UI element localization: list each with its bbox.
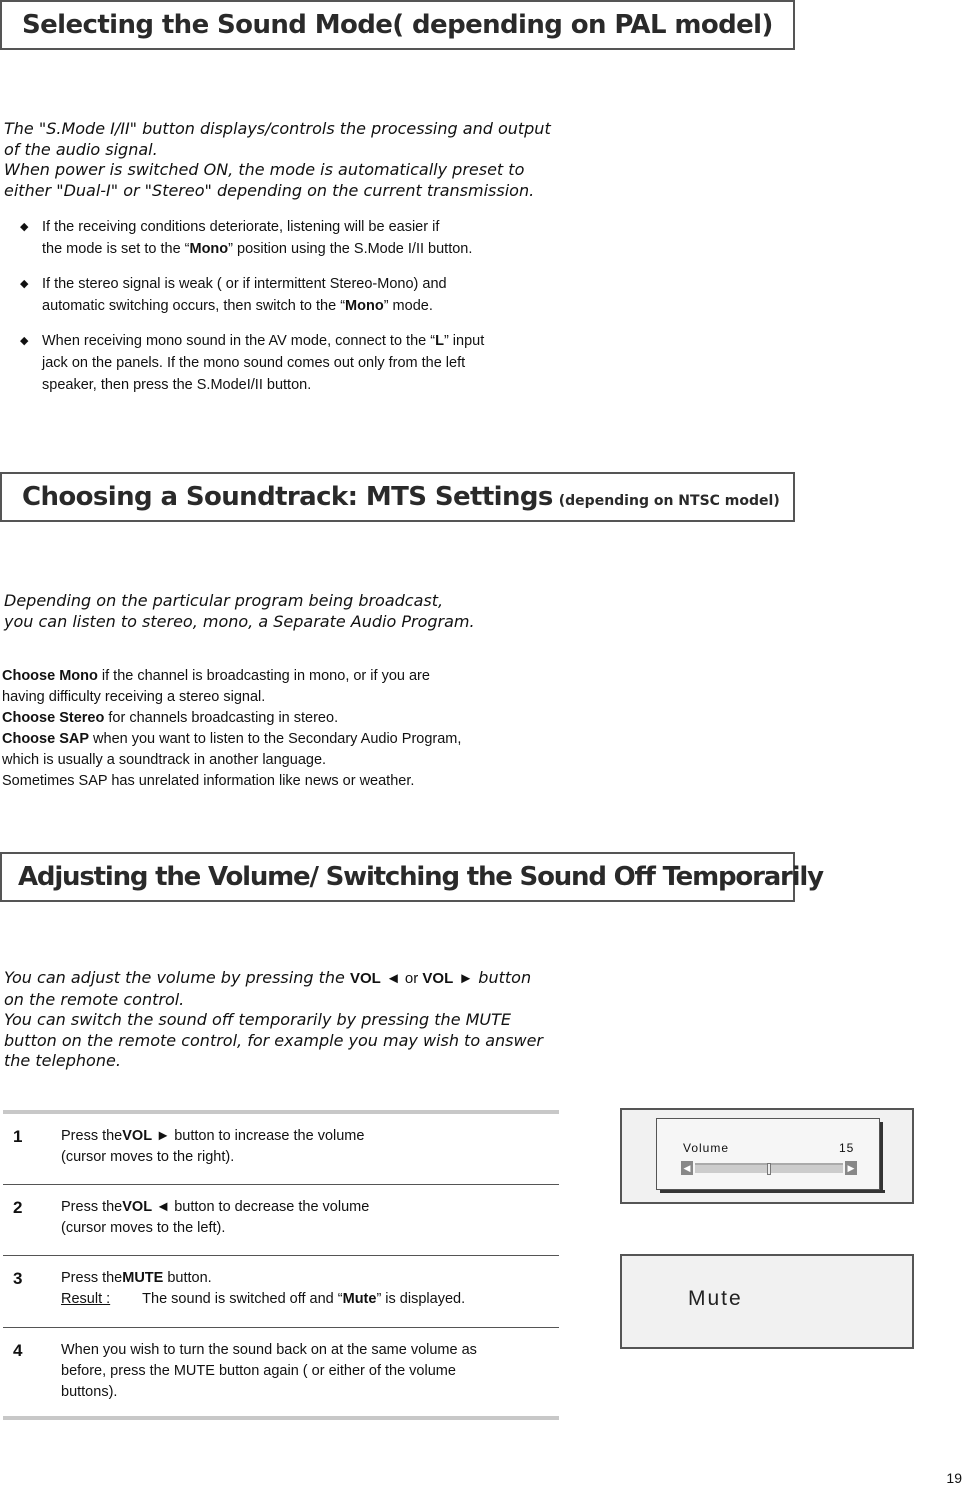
page-number: 19 — [946, 1470, 962, 1486]
choice-mono: Choose Mono if the channel is broadcasting in mono, or if you are — [2, 668, 430, 684]
step-row: 4 When you wish to turn the sound back on at the same volume as before, press the MUTE button again ( or either of the volume buttons). — [13, 1341, 477, 1400]
list-item: ◆ If the stereo signal is weak ( or if intermittent Stereo-Mono) and automatic switching occurs, then switch to the “Mono” mode. — [20, 273, 580, 317]
volume-knob — [767, 1163, 771, 1175]
section-subtitle: (depending on NTSC model) — [558, 493, 780, 509]
left-arrow-icon: ◄ — [385, 970, 401, 987]
section-title: Adjusting the Volume/ Switching the Sound Off Temporarily — [18, 862, 823, 892]
step-number: 1 — [13, 1127, 23, 1146]
choice-sap: Choose SAP when you want to listen to the Secondary Audio Program, — [2, 731, 462, 747]
intro-line: The "S.Mode I/II" button displays/controls the processing and output — [4, 119, 551, 138]
volume-label: Volume — [683, 1141, 730, 1155]
step-number: 4 — [13, 1341, 23, 1360]
step-row: 3 Press theMUTE button. Result : The sound is switched off and “Mute” is displayed. — [3, 1256, 559, 1328]
volume-value: 15 — [839, 1141, 855, 1155]
mts-intro — [4, 591, 574, 632]
section-header-volume — [0, 852, 823, 902]
volume-bar — [695, 1163, 843, 1173]
list-item: ◆ If the receiving conditions deteriorate, listening will be easier if the mode is set to the “Mono” position using the S.Mode I/II button. — [20, 216, 580, 260]
intro-line: Depending on the particular program being broadcast, — [4, 591, 444, 610]
osd-volume-panel — [620, 1108, 914, 1204]
intro-line: When power is switched ON, the mode is automatically preset to — [4, 160, 525, 179]
result-label: Result : — [61, 1291, 111, 1307]
mute-label: Mute — [688, 1287, 743, 1310]
sound-mode-intro — [4, 119, 574, 201]
intro-line: either "Dual-I" or "Stereo" depending on the current transmission. — [4, 180, 535, 200]
diamond-bullet-icon: ◆ — [20, 278, 29, 290]
osd-volume-window — [656, 1118, 880, 1190]
left-arrow-icon: ◀ — [681, 1161, 693, 1175]
section-header-sound-mode — [0, 0, 795, 50]
volume-slider — [681, 1161, 857, 1175]
mts-choices: Choose Mono if the channel is broadcasting in mono, or if you are having difficulty receiving a stereo signal. Choose Stereo for channels broadcasting in stereo. Choose SAP when you want to listen to the Secondary Audio Program, which is usually a soundtrack in another language. Sometimes SAP has unrelated information like news or weather. — [2, 666, 562, 792]
diamond-bullet-icon: ◆ — [20, 221, 29, 233]
section-header-mts — [0, 472, 795, 522]
intro-line: you can listen to stereo, mono, a Separate Audio Program. — [4, 611, 475, 631]
right-arrow-icon: ▶ — [845, 1161, 857, 1175]
diamond-bullet-icon: ◆ — [20, 335, 29, 347]
step-number: 3 — [13, 1269, 23, 1288]
intro-line: of the audio signal. — [4, 139, 158, 159]
section-title: Choosing a Soundtrack: MTS Settings (depending on NTSC model) — [22, 482, 780, 512]
list-item: ◆ When receiving mono sound in the AV mode, connect to the “L” input jack on the panels. If the mono sound comes out only from the left speaker, then press the S.ModeI/II button. — [20, 330, 580, 396]
choice-stereo: Choose Stereo for channels broadcasting in stereo. — [2, 710, 339, 726]
volume-intro: You can adjust the volume by pressing the VOL ◄ or VOL ► button on the remote control. You can switch the sound off temporarily by pressing the MUTE button on the remote control, for example you may wish to answer the telephone. — [4, 968, 543, 1070]
step-number: 2 — [13, 1198, 23, 1217]
section-title: Selecting the Sound Mode( depending on PAL model) — [22, 10, 773, 40]
osd-mute-panel — [620, 1254, 914, 1349]
step-row: 2 Press theVOL ◄ button to decrease the volume (cursor moves to the left). — [3, 1185, 559, 1256]
step-row: 1 Press theVOL ► button to increase the volume (cursor moves to the right). — [3, 1114, 559, 1185]
right-arrow-icon: ► — [458, 970, 474, 987]
volume-steps — [3, 1110, 559, 1420]
